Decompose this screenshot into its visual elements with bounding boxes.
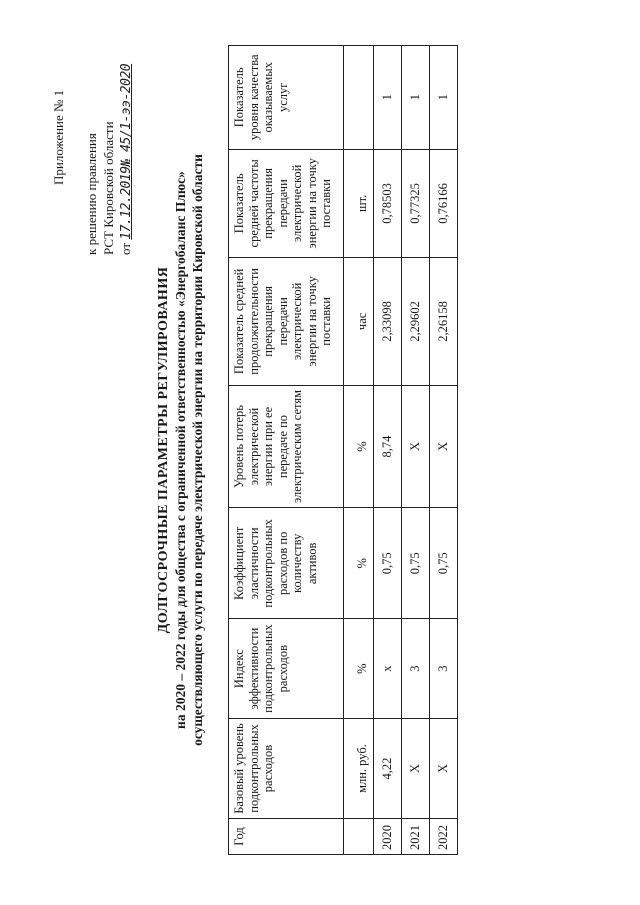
- table-cell: 1: [430, 46, 458, 150]
- table-cell: 0,78503: [374, 149, 402, 258]
- table-cell: 0,77325: [402, 149, 430, 258]
- header-base-costs: Базовый уровень подконтрольных расходов: [229, 719, 344, 819]
- table-cell: 0,76166: [430, 149, 458, 258]
- document-subtitle-period: на 2020 – 2022 годы для общества с ограниченной ответственностью «Энергобаланс Плюс»: [173, 171, 188, 729]
- table-cell: 1: [374, 46, 402, 150]
- unit-cell: час: [344, 258, 374, 385]
- table-cell: Х: [402, 385, 430, 508]
- handwritten-date-number: 17.12.2019№ 45/1-ээ-2020: [119, 63, 134, 240]
- appendix-number: Приложение № 1: [51, 89, 66, 185]
- table-header-row: [229, 46, 344, 855]
- table-cell: 2,33098: [374, 258, 402, 385]
- table-cell: 0,75: [430, 508, 458, 619]
- header-quality-level: Показатель уровня качества оказываемых услуг: [229, 46, 344, 150]
- header-year: Год: [229, 818, 344, 854]
- appendix-date-prefix: от: [118, 242, 133, 255]
- table-cell: 0,75: [374, 508, 402, 619]
- table-cell: 4,22: [374, 719, 402, 819]
- unit-cell: %: [344, 508, 374, 619]
- appendix-date-line: [117, 35, 135, 255]
- appendix-block: [50, 35, 135, 255]
- header-efficiency-index: Индекс эффективности подконтрольных расходов: [229, 619, 344, 719]
- table-row: [402, 46, 430, 855]
- table-cell: 2,29602: [402, 258, 430, 385]
- unit-cell: [344, 818, 374, 854]
- year-cell: 2022: [430, 818, 458, 854]
- document-subtitle-scope: осуществляющего услуги по передаче электрической энергии на территории Кировской области: [190, 154, 205, 746]
- table-cell: 3: [430, 619, 458, 719]
- table-row: [374, 46, 402, 855]
- document-title: ДОЛГОСРОЧНЫЕ ПАРАМЕТРЫ РЕГУЛИРОВАНИЯ: [156, 266, 171, 634]
- table-units-row: [344, 46, 374, 855]
- appendix-authority: РСТ Кировской области: [101, 121, 116, 255]
- unit-cell: млн. руб.: [344, 719, 374, 819]
- table-cell: 2,26158: [430, 258, 458, 385]
- unit-cell: %: [344, 385, 374, 508]
- table-cell: 8,74: [374, 385, 402, 508]
- table-row: [430, 46, 458, 855]
- header-avg-duration: Показатель средней продолжительности прекращения передачи электрической энергии на точку поставки: [229, 258, 344, 385]
- table-cell: 3: [402, 619, 430, 719]
- header-elasticity-coefficient: Коэффициент эластичности подконтрольных расходов по количеству активов: [229, 508, 344, 619]
- table-cell: 0,75: [402, 508, 430, 619]
- year-cell: 2020: [374, 818, 402, 854]
- unit-cell: шт.: [344, 149, 374, 258]
- document-heading: [155, 55, 206, 845]
- table-cell: Х: [402, 719, 430, 819]
- table-cell: х: [374, 619, 402, 719]
- table-cell: Х: [430, 385, 458, 508]
- table-cell: Х: [430, 719, 458, 819]
- header-losses-level: Уровень потерь электрической энергии при ее передаче по электрическим сетям: [229, 385, 344, 508]
- unit-cell: [344, 46, 374, 150]
- header-avg-frequency: Показатель средней частоты прекращения передачи электрической энергии на точку поставки: [229, 149, 344, 258]
- table-cell: 1: [402, 46, 430, 150]
- parameters-table: [228, 45, 458, 855]
- year-cell: 2021: [402, 818, 430, 854]
- appendix-decision: к решению правления: [84, 133, 99, 255]
- unit-cell: %: [344, 619, 374, 719]
